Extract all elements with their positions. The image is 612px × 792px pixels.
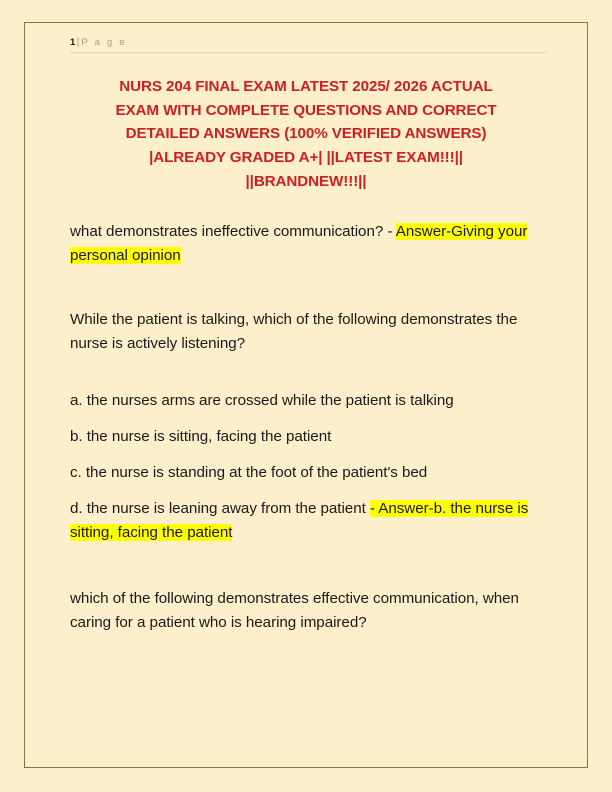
option-d	[70, 497, 538, 545]
question-3-prompt: which of the following demonstrates effective communication, when caring for a patient who is hearing impaired?	[70, 589, 519, 631]
question-1-prompt: what demonstrates ineffective communication? -	[70, 222, 396, 240]
option-a: a. the nurses arms are crossed while the patient is talking	[70, 391, 454, 409]
title-line-1: NURS 204 FINAL EXAM LATEST 2025/ 2026 ACTUAL	[119, 78, 493, 95]
question-2-prompt: While the patient is talking, which of the following demonstrates the nurse is actively listening?	[70, 310, 518, 352]
question-block-3	[70, 587, 538, 635]
header-separator: |	[76, 37, 80, 48]
question-1-answer-highlight: Answer-Giving your personal opinion	[70, 222, 528, 264]
page-content-area	[70, 33, 567, 635]
question-block-1	[70, 220, 538, 268]
title-line-2: EXAM WITH COMPLETE QUESTIONS AND CORRECT	[115, 101, 497, 119]
title-line-5: ||BRANDNEW!!!||	[245, 172, 367, 190]
title-line-3: DETAILED ANSWERS (100% VERIFIED ANSWERS)	[125, 125, 487, 143]
question-block-2	[70, 308, 538, 356]
question-2-options	[70, 389, 538, 545]
question-2-answer-highlight: - Answer-b. the nurse is sitting, facing the patient	[70, 499, 529, 541]
document-page	[24, 22, 588, 768]
title-line-4: |ALREADY GRADED A+| ||LATEST EXAM!!!||	[149, 149, 463, 167]
option-c: c. the nurse is standing at the foot of the patient's bed	[70, 463, 428, 481]
option-b: b. the nurse is sitting, facing the patient	[70, 427, 332, 445]
document-title	[70, 75, 542, 194]
page-header	[70, 33, 547, 53]
header-page-label: P a g e	[81, 37, 127, 48]
header-page-number: 1	[70, 37, 76, 48]
option-d-text: d. the nurse is leaning away from the patient	[70, 499, 370, 517]
